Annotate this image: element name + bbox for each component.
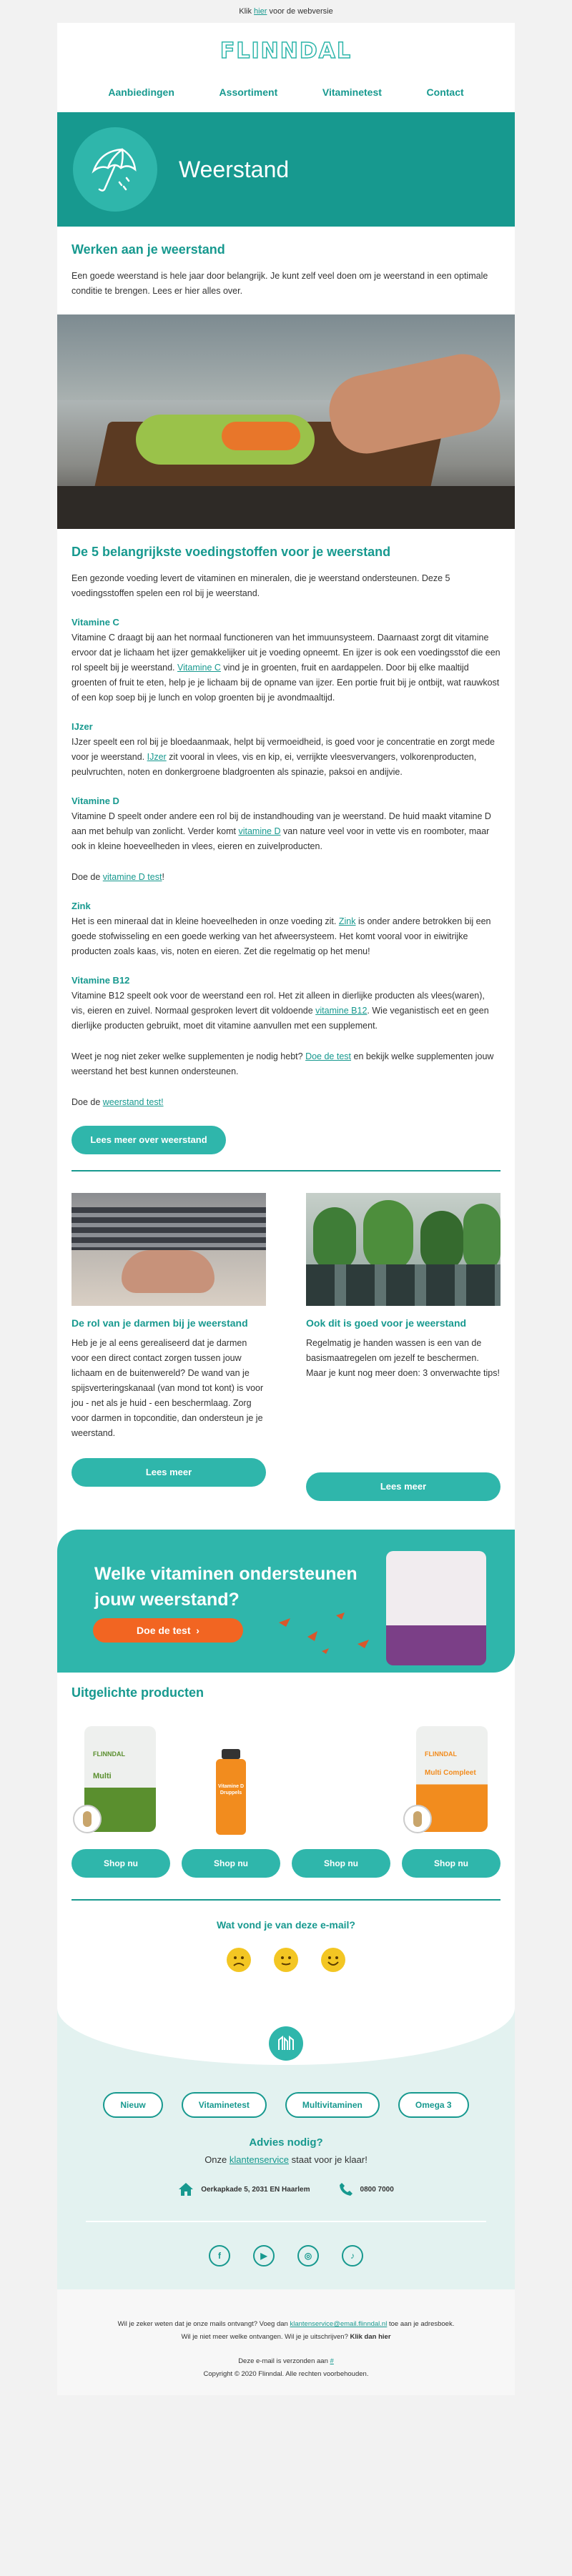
shop-now-button[interactable]: Shop nu (292, 1849, 390, 1878)
customer-service-link[interactable]: klantenservice (229, 2154, 289, 2165)
advice-title: Advies nodig? (249, 2136, 323, 2149)
article-gut-button[interactable]: Lees meer (72, 1458, 266, 1487)
vitd-link[interactable]: vitamine D (238, 826, 281, 836)
test-link[interactable]: Doe de test (305, 1051, 352, 1061)
umbrella-icon (73, 127, 157, 212)
footer-links (57, 2065, 515, 2136)
advice-text: Onze klantenservice staat voor je klaar! (204, 2154, 368, 2165)
vitd-test-text: Doe de vitamine D test! (72, 872, 164, 882)
belly-hands-photo[interactable] (72, 1193, 266, 1306)
article-tips-button[interactable]: Lees meer (306, 1472, 500, 1501)
product-card (72, 1726, 170, 1878)
nav-contact[interactable]: Contact (426, 86, 464, 98)
feedback-section (57, 1901, 515, 2008)
cooking-photo (57, 314, 515, 529)
article-tips-text: Regelmatig je handen wassen is een van de basismaatregelen om jezelf te beschermen. Maar je kunt nog meer doen: 3 onverwachte tips! (306, 1338, 500, 1378)
contact-row (57, 2165, 515, 2221)
instagram-icon[interactable]: ◎ (297, 2245, 319, 2267)
footer-curve (57, 2008, 515, 2065)
product-image[interactable]: FLINNDAL Multi Compleet (402, 1726, 500, 1841)
article-gut-text: Heb je je al eens gerealiseerd dat je darmen voor een direct contact zorgen tussen jouw lichaam en de buitenwereld? De wand van je spijsverteringskanaal (van mond tot kont) is voor jou - net als je huid - een beschermlaag. Zorg voor darmen in topconditie, dan ondersteun je je weerstand. (72, 1338, 264, 1438)
b12-title: Vitamine B12 (72, 975, 130, 986)
article-tips-title[interactable]: Ook dit is goed voor je weerstand (306, 1317, 467, 1329)
weerstand-test-link[interactable]: weerstand test! (102, 1097, 164, 1107)
products-section (57, 1685, 515, 1726)
email-body (57, 23, 515, 2395)
nutrients-section (57, 545, 515, 1170)
product-card (182, 1726, 280, 1878)
main-nav (57, 86, 515, 98)
footer-link-multivitaminen[interactable]: Multivitaminen (285, 2092, 380, 2118)
phone[interactable]: 0800 7000 (339, 2182, 394, 2196)
feedback-faces (57, 1948, 515, 1972)
zinc-link[interactable]: Zink (338, 916, 356, 926)
vitc-text: Vitamine C draagt bij aan het normaal functioneren van het immuunsysteem. Daarnaast zorgt dit vitamine ervoor dat je lichaam het ijzer gemakkelijker uit je voeding opneemt. En ijzer is ook een voedingsstof die een rol speelt bij je weerstand. Vitamine C vind je in groenten, fruit en aardappelen. Door bij elke maaltijd groenten of fruit te eten, help je je lichaam bij de opname van ijzer. Een portie fruit bij je ontbijt, wat rauwkost of een kop soep bij je lunch en volop groenten bij je avondmaaltijd. (72, 633, 500, 703)
recipient-link[interactable]: # (330, 2357, 334, 2365)
email-address-link[interactable]: klantenservice@email.flinndal.nl (290, 2320, 388, 2328)
sad-face-icon[interactable] (227, 1948, 251, 1972)
banner-test-button[interactable]: Doe de test › (93, 1618, 243, 1643)
shop-now-button[interactable]: Shop nu (182, 1849, 280, 1878)
legal-footer (57, 2289, 515, 2395)
zinc-text: Het is een mineraal dat in kleine hoeveelheden in onze voeding zit. Zink is onder andere betrokken bij een goede stofwisseling en een goede werking van het afweersysteem. Het komt vooral voor in eiwitrijke producten zoals kaas, vis, noten en eieren. Zet die regelmatig op het menu! (72, 916, 491, 956)
vitd-test-link[interactable]: vitamine D test (102, 872, 162, 882)
footer-link-nieuw[interactable]: Nieuw (103, 2092, 162, 2118)
vitd-text: Vitamine D speelt onder andere een rol bij de instandhouding van je weerstand. De huid maakt vitamine D aan met behulp van zonlicht. Verder komt vitamine D van nature veel voor in vette vis en roomboter, maar ook in kleine hoeveelheden in vlees, eieren en zuivelproducten. (72, 811, 491, 851)
banner-wrap (57, 1501, 515, 1673)
advice-block (57, 2136, 515, 2165)
webversion-bar: Klik hier voor de webversie (239, 7, 333, 16)
footer-link-omega3[interactable]: Omega 3 (398, 2092, 469, 2118)
b12-link[interactable]: vitamine B12 (315, 1006, 368, 1016)
nav-assortiment[interactable]: Assortiment (219, 86, 278, 98)
social-links (57, 2222, 515, 2289)
product-image (292, 1726, 390, 1841)
happy-face-icon[interactable] (321, 1948, 345, 1972)
shop-now-button[interactable]: Shop nu (72, 1849, 170, 1878)
tiktok-icon[interactable]: ♪ (342, 2245, 363, 2267)
webversion-link[interactable]: hier (254, 7, 267, 16)
product-pouch-image (386, 1551, 486, 1665)
intro-text: Een goede weerstand is hele jaar door belangrijk. Je kunt zelf veel doen om je weerstand in een optimale conditie te brengen. Lees er hier alles over. (72, 271, 488, 296)
legal-addressbook: Wil je zeker weten dat je onze mails ontvangt? Voeg dan klantenservice@email.flinndal.nl toe aan je adresboek. (117, 2320, 455, 2328)
phone-icon (339, 2182, 353, 2196)
footer-link-vitaminetest[interactable]: Vitaminetest (182, 2092, 267, 2118)
article-gut-title[interactable]: De rol van je darmen bij je weerstand (72, 1317, 248, 1329)
iron-link[interactable]: IJzer (147, 752, 167, 762)
shop-now-button[interactable]: Shop nu (402, 1849, 500, 1878)
vitamin-test-banner[interactable] (57, 1530, 515, 1673)
products-title: Uitgelichte producten (72, 1685, 204, 1700)
flinndal-emblem-icon (269, 2026, 303, 2061)
b12-text: Vitamine B12 speelt ook voor de weerstand een rol. Het zit alleen in dierlijke producten als vlees(waren), vis, eieren en zuivel. Normaal gesproken levert dit voldoende vitamine B12. Wie veganistisch eet en geen dierlijke producten gebruikt, moet dit vitamine aanvullen met een supplement. (72, 991, 489, 1031)
article-gut (72, 1193, 266, 1501)
youtube-icon[interactable]: ▶ (253, 2245, 275, 2267)
feedback-title: Wat vond je van deze e-mail? (217, 1919, 355, 1931)
copyright: Copyright © 2020 Flinndal. Alle rechten voorbehouden. (203, 2370, 369, 2378)
nutrients-intro: Een gezonde voeding levert de vitaminen en mineralen, die je weerstand ondersteunen. Deze 5 voedingsstoffen spelen een rol bij je weerstand. (72, 573, 450, 598)
articles-row (57, 1171, 515, 1501)
nutrients-title: De 5 belangrijkste voedingstoffen voor je weerstand (72, 545, 391, 559)
hero-title: Weerstand (179, 156, 290, 182)
legal-sent-to: Deze e-mail is verzonden aan # (238, 2357, 334, 2365)
footer (57, 2008, 515, 2289)
product-card (402, 1726, 500, 1878)
read-more-weerstand-button[interactable]: Lees meer over weerstand (72, 1126, 226, 1154)
legal-unsubscribe: Wil je niet meer welke ontvangen. Wil je je uitschrijven? Klik dan hier (181, 2333, 391, 2341)
neutral-face-icon[interactable] (274, 1948, 298, 1972)
email-header (57, 23, 515, 112)
nav-aanbiedingen[interactable]: Aanbiedingen (108, 86, 174, 98)
banner-title: Welke vitaminen ondersteunen jouw weerstand? (94, 1564, 358, 1610)
unsubscribe-link[interactable]: Klik dan hier (350, 2333, 391, 2341)
hero-banner (57, 112, 515, 227)
plants-photo[interactable] (306, 1193, 500, 1306)
home-icon (178, 2182, 194, 2196)
products-row (57, 1726, 515, 1878)
article-tips (306, 1193, 500, 1501)
facebook-icon[interactable]: f (209, 2245, 230, 2267)
iron-text: IJzer speelt een rol bij je bloedaanmaak, helpt bij vermoeidheid, is goed voor je concentratie en zorgt mede voor je weerstand. IJzer zit vooral in vlees, vis en kip, ei, verrijkte vleesvervangers, volkorenproducten, peulvruchten, noten en donkergroene bladgroenten als spinazie, paksoi en andijvie. (72, 737, 495, 777)
iron-title: IJzer (72, 721, 93, 732)
product-card (292, 1726, 390, 1878)
intro-section (57, 242, 515, 299)
product-image[interactable]: Vitamine D Druppels (182, 1726, 280, 1841)
product-image[interactable]: FLINNDAL Multi (72, 1726, 170, 1841)
intro-title: Werken aan je weerstand (72, 242, 225, 257)
zinc-title: Zink (72, 901, 91, 911)
vitc-link[interactable]: Vitamine C (177, 663, 221, 673)
nav-vitaminetest[interactable]: Vitaminetest (322, 86, 382, 98)
address: Oerkapkade 5, 2031 EN Haarlem (178, 2182, 310, 2196)
weerstand-test-text: Doe de weerstand test! (72, 1097, 164, 1107)
flinndal-logo[interactable]: FLINNDAL (220, 39, 352, 64)
outro-text: Weet je nog niet zeker welke supplementen je nodig hebt? Doe de test en bekijk welke supplementen jouw weerstand het best kunnen ondersteunen. (72, 1051, 494, 1076)
vitd-title: Vitamine D (72, 796, 119, 806)
vitc-title: Vitamine C (72, 617, 119, 628)
